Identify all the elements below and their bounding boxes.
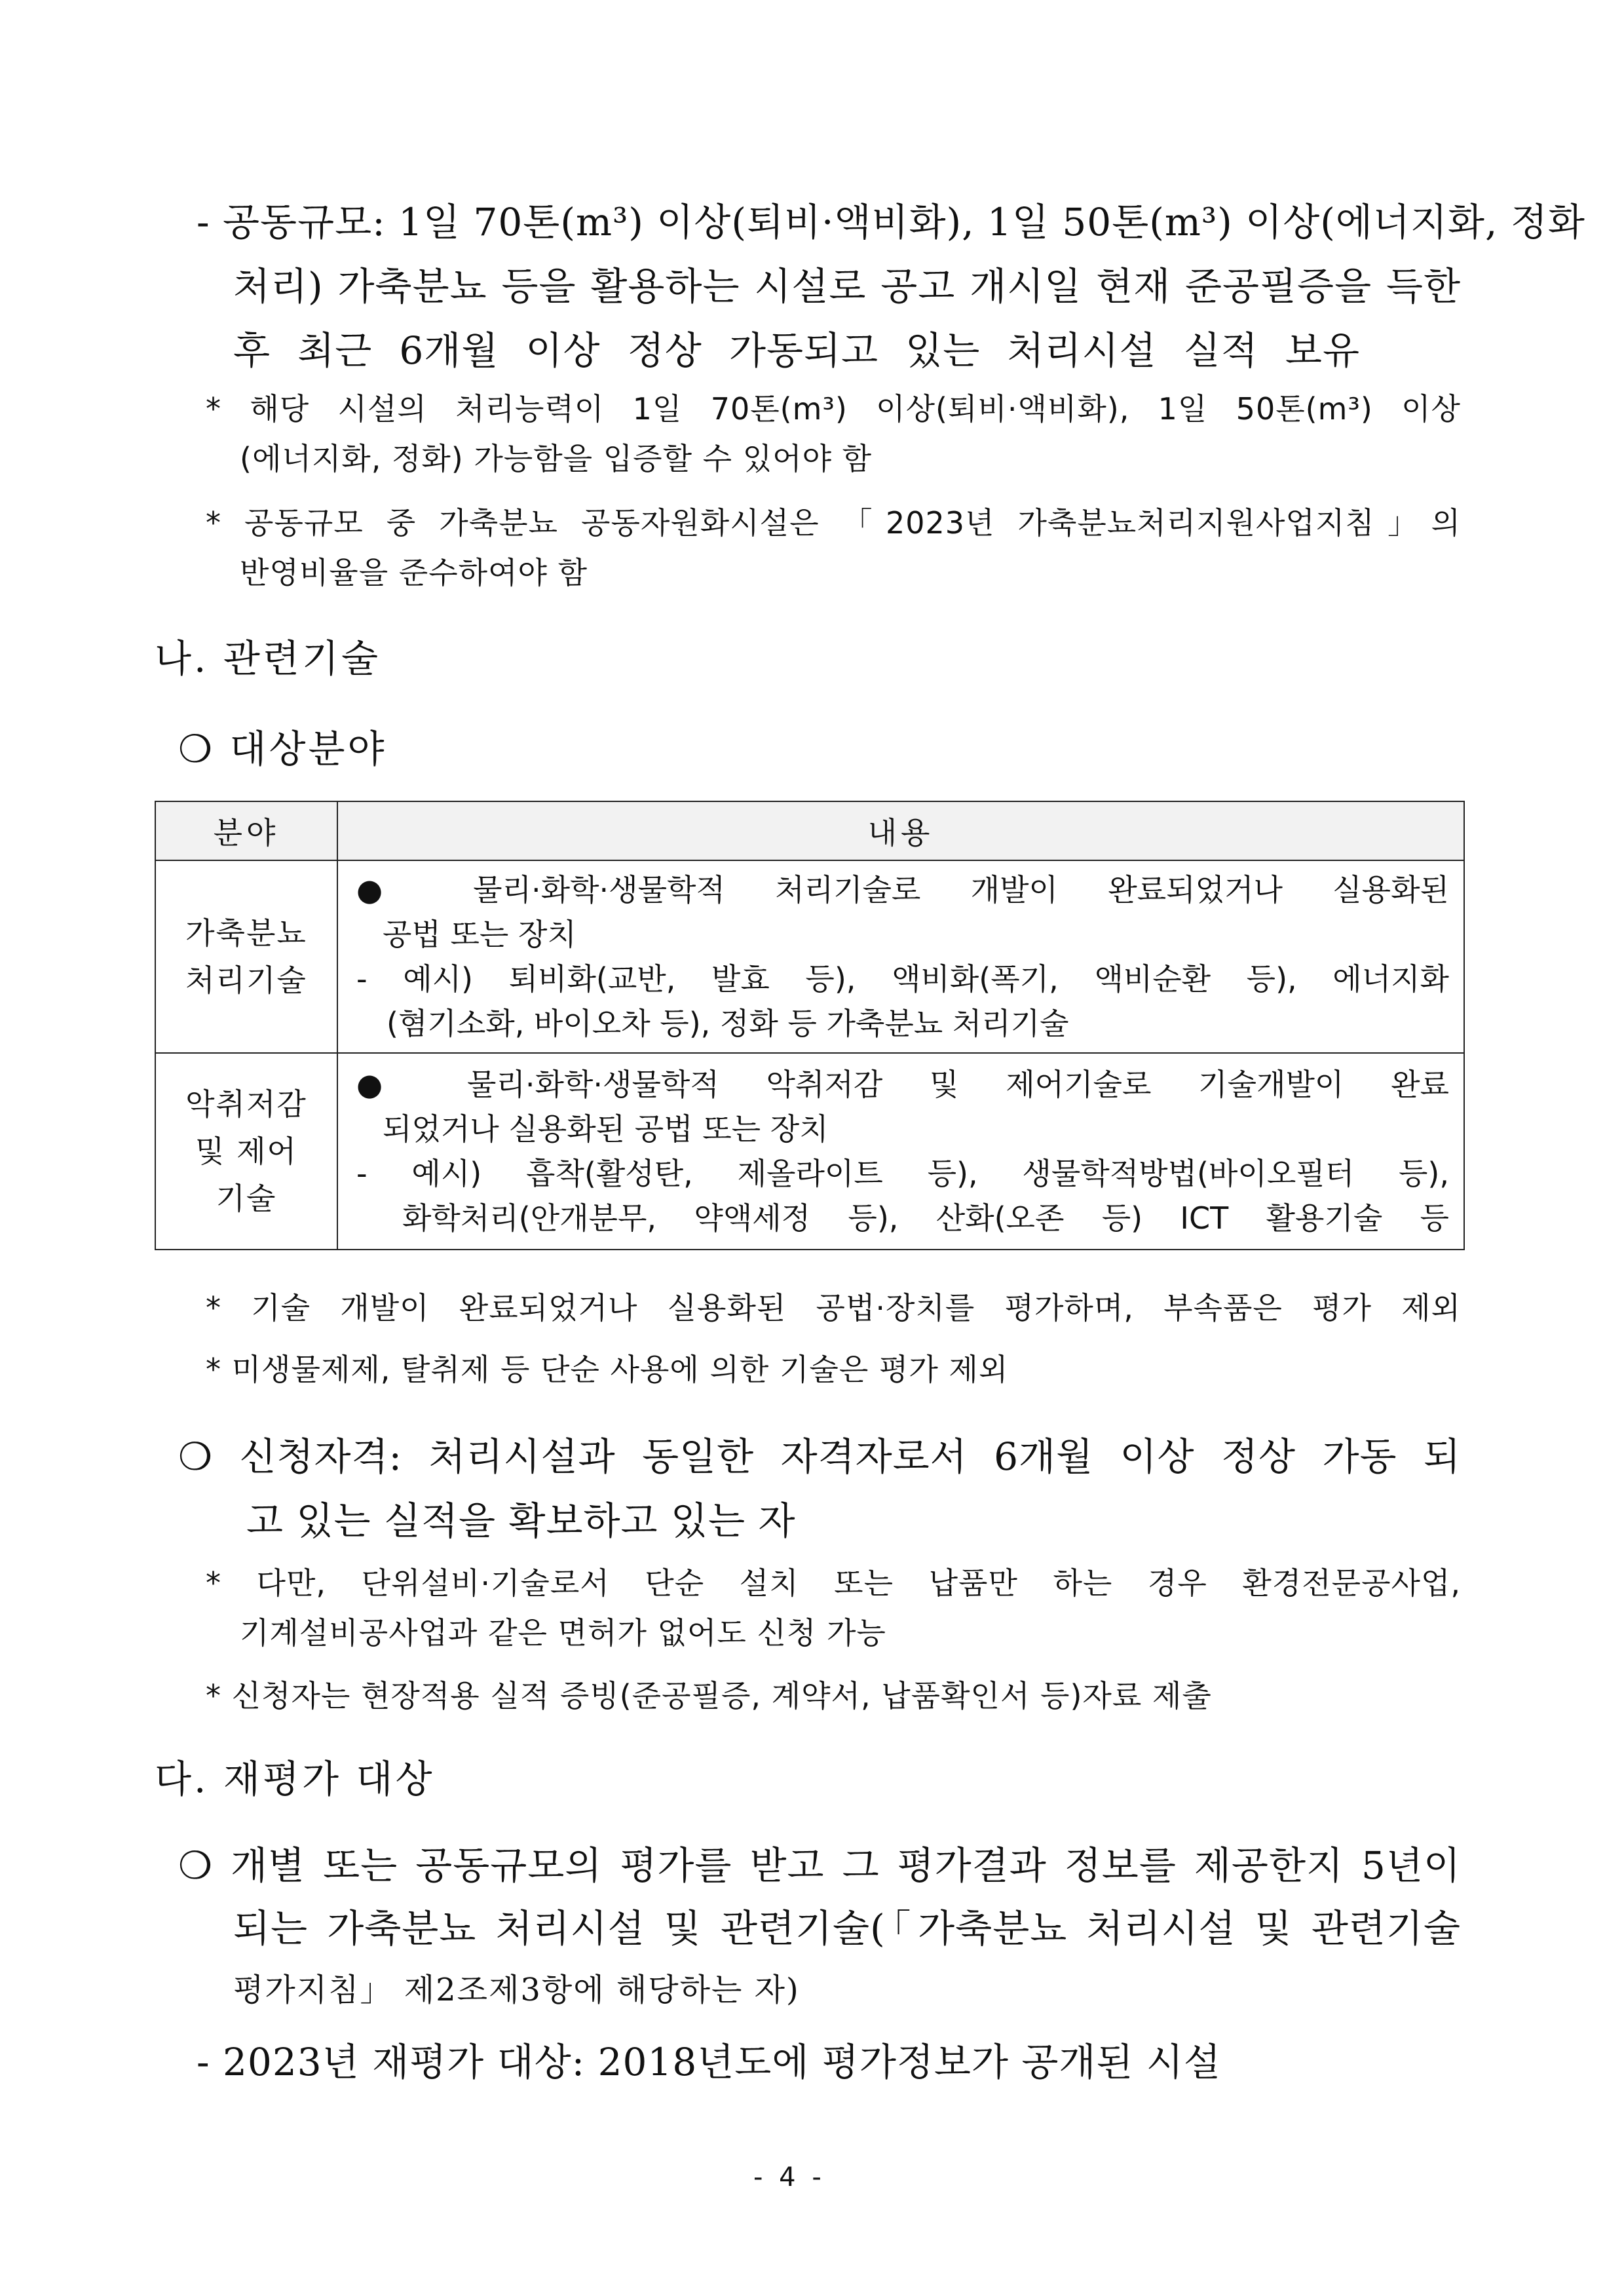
eligibility-note-2-line-2: 반영비율을 준수하여야 함 <box>240 555 588 590</box>
page-number: - 4 - <box>753 2162 825 2192</box>
category-line: 악취저감 <box>185 1086 307 1122</box>
content-line: 화학처리(안개분무, 약액세정 등), 산화(오존 등) ICT 활용기술 등 <box>402 1200 1449 1236</box>
content-line: ● 물리·화학·생물학적 악취저감 및 제어기술로 기술개발이 완료 <box>356 1067 1449 1102</box>
qualification-note-1-line-1: * 다만, 단위설비·기술로서 단순 설치 또는 납품만 하는 경우 환경전문공사업, <box>206 1565 1461 1601</box>
table-row <box>155 860 1464 1053</box>
category-line: 기술 <box>216 1181 277 1216</box>
section-heading-na: 나. 관련기술 <box>155 636 381 681</box>
category-line: 처리기술 <box>185 963 307 998</box>
eligibility-note-2-line-1: * 공동규모 중 가축분뇨 공동자원화시설은 「2023년 가축분뇨처리지원사업지침」의 <box>206 505 1461 541</box>
qualification-note-2: * 신청자는 현장적용 실적 증빙(준공필증, 계약서, 납품확인서 등)자료 제출 <box>206 1678 1212 1713</box>
content-line: (혐기소화, 바이오차 등), 정화 등 가축분뇨 처리기술 <box>387 1006 1069 1041</box>
table-header-content: 내용 <box>337 801 1464 860</box>
table-note-2: * 미생물제제, 탈취제 등 단순 사용에 의한 기술은 평가 제외 <box>206 1352 1009 1387</box>
table-row-content <box>337 1053 1464 1250</box>
table-header-row <box>155 801 1464 860</box>
category-line: 및 제어 <box>195 1134 297 1169</box>
eligibility-note-1-line-2: (에너지화, 정화) 가능함을 입증할 수 있어야 함 <box>240 441 873 476</box>
table-row-category <box>155 1053 337 1250</box>
target-field-table <box>155 801 1465 1250</box>
target-field-label: ❍ 대상분야 <box>178 727 387 771</box>
table-note-1: * 기술 개발이 완료되었거나 실용화된 공법·장치를 평가하며, 부속품은 평가 제외 <box>206 1290 1461 1326</box>
table-row-content <box>337 860 1464 1053</box>
section-heading-da: 다. 재평가 대상 <box>155 1757 435 1801</box>
reevaluation-line-2: 되는 가축분뇨 처리시설 및 관련기술(「가축분뇨 처리시설 및 관련기술 <box>233 1906 1461 1951</box>
qualification-line-1: ❍ 신청자격: 처리시설과 동일한 자격자로서 6개월 이상 정상 가동 되 <box>178 1434 1461 1479</box>
table-row <box>155 1053 1464 1250</box>
content-line: 되었거나 실용화된 공법 또는 장치 <box>383 1111 829 1147</box>
eligibility-line-3: 후 최근 6개월 이상 정상 가동되고 있는 처리시설 실적 보유 <box>233 328 1360 373</box>
content-line: 공법 또는 장치 <box>383 917 576 952</box>
content-line: ● 물리·화학·생물학적 처리기술로 개발이 완료되었거나 실용화된 <box>356 872 1449 908</box>
content-line: - 예시) 흡착(활성탄, 제올라이트 등), 생물학적방법(바이오필터 등), <box>356 1156 1449 1191</box>
reevaluation-2023-item: - 2023년 재평가 대상: 2018년도에 평가정보가 공개된 시설 <box>197 2040 1221 2084</box>
qualification-line-2: 고 있는 실적을 확보하고 있는 자 <box>246 1499 796 1543</box>
qualification-note-1-line-2: 기계설비공사업과 같은 면허가 없어도 신청 가능 <box>240 1615 886 1651</box>
reevaluation-line-1: ❍ 개별 또는 공동규모의 평가를 받고 그 평가결과 정보를 제공한지 5년이 <box>178 1843 1461 1888</box>
eligibility-line-2: 처리) 가축분뇨 등을 활용하는 시설로 공고 개시일 현재 준공필증을 득한 <box>233 264 1461 309</box>
table-header-field: 분야 <box>155 801 337 860</box>
category-line: 가축분뇨 <box>185 915 307 951</box>
eligibility-note-1-line-1: * 해당 시설의 처리능력이 1일 70톤(m³) 이상(퇴비·액비화), 1일 50톤(m³) 이상 <box>206 391 1461 427</box>
eligibility-line-1: - 공동규모: 1일 70톤(m³) 이상(퇴비·액비화), 1일 50톤(m³) 이상(에너지화, 정화 <box>197 200 1585 244</box>
table-row-category <box>155 860 337 1053</box>
content-line: - 예시) 퇴비화(교반, 발효 등), 액비화(폭기, 액비순환 등), 에너지화 <box>356 961 1449 997</box>
reevaluation-line-3: 평가지침」 제2조제3항에 해당하는 자) <box>233 1972 800 2008</box>
